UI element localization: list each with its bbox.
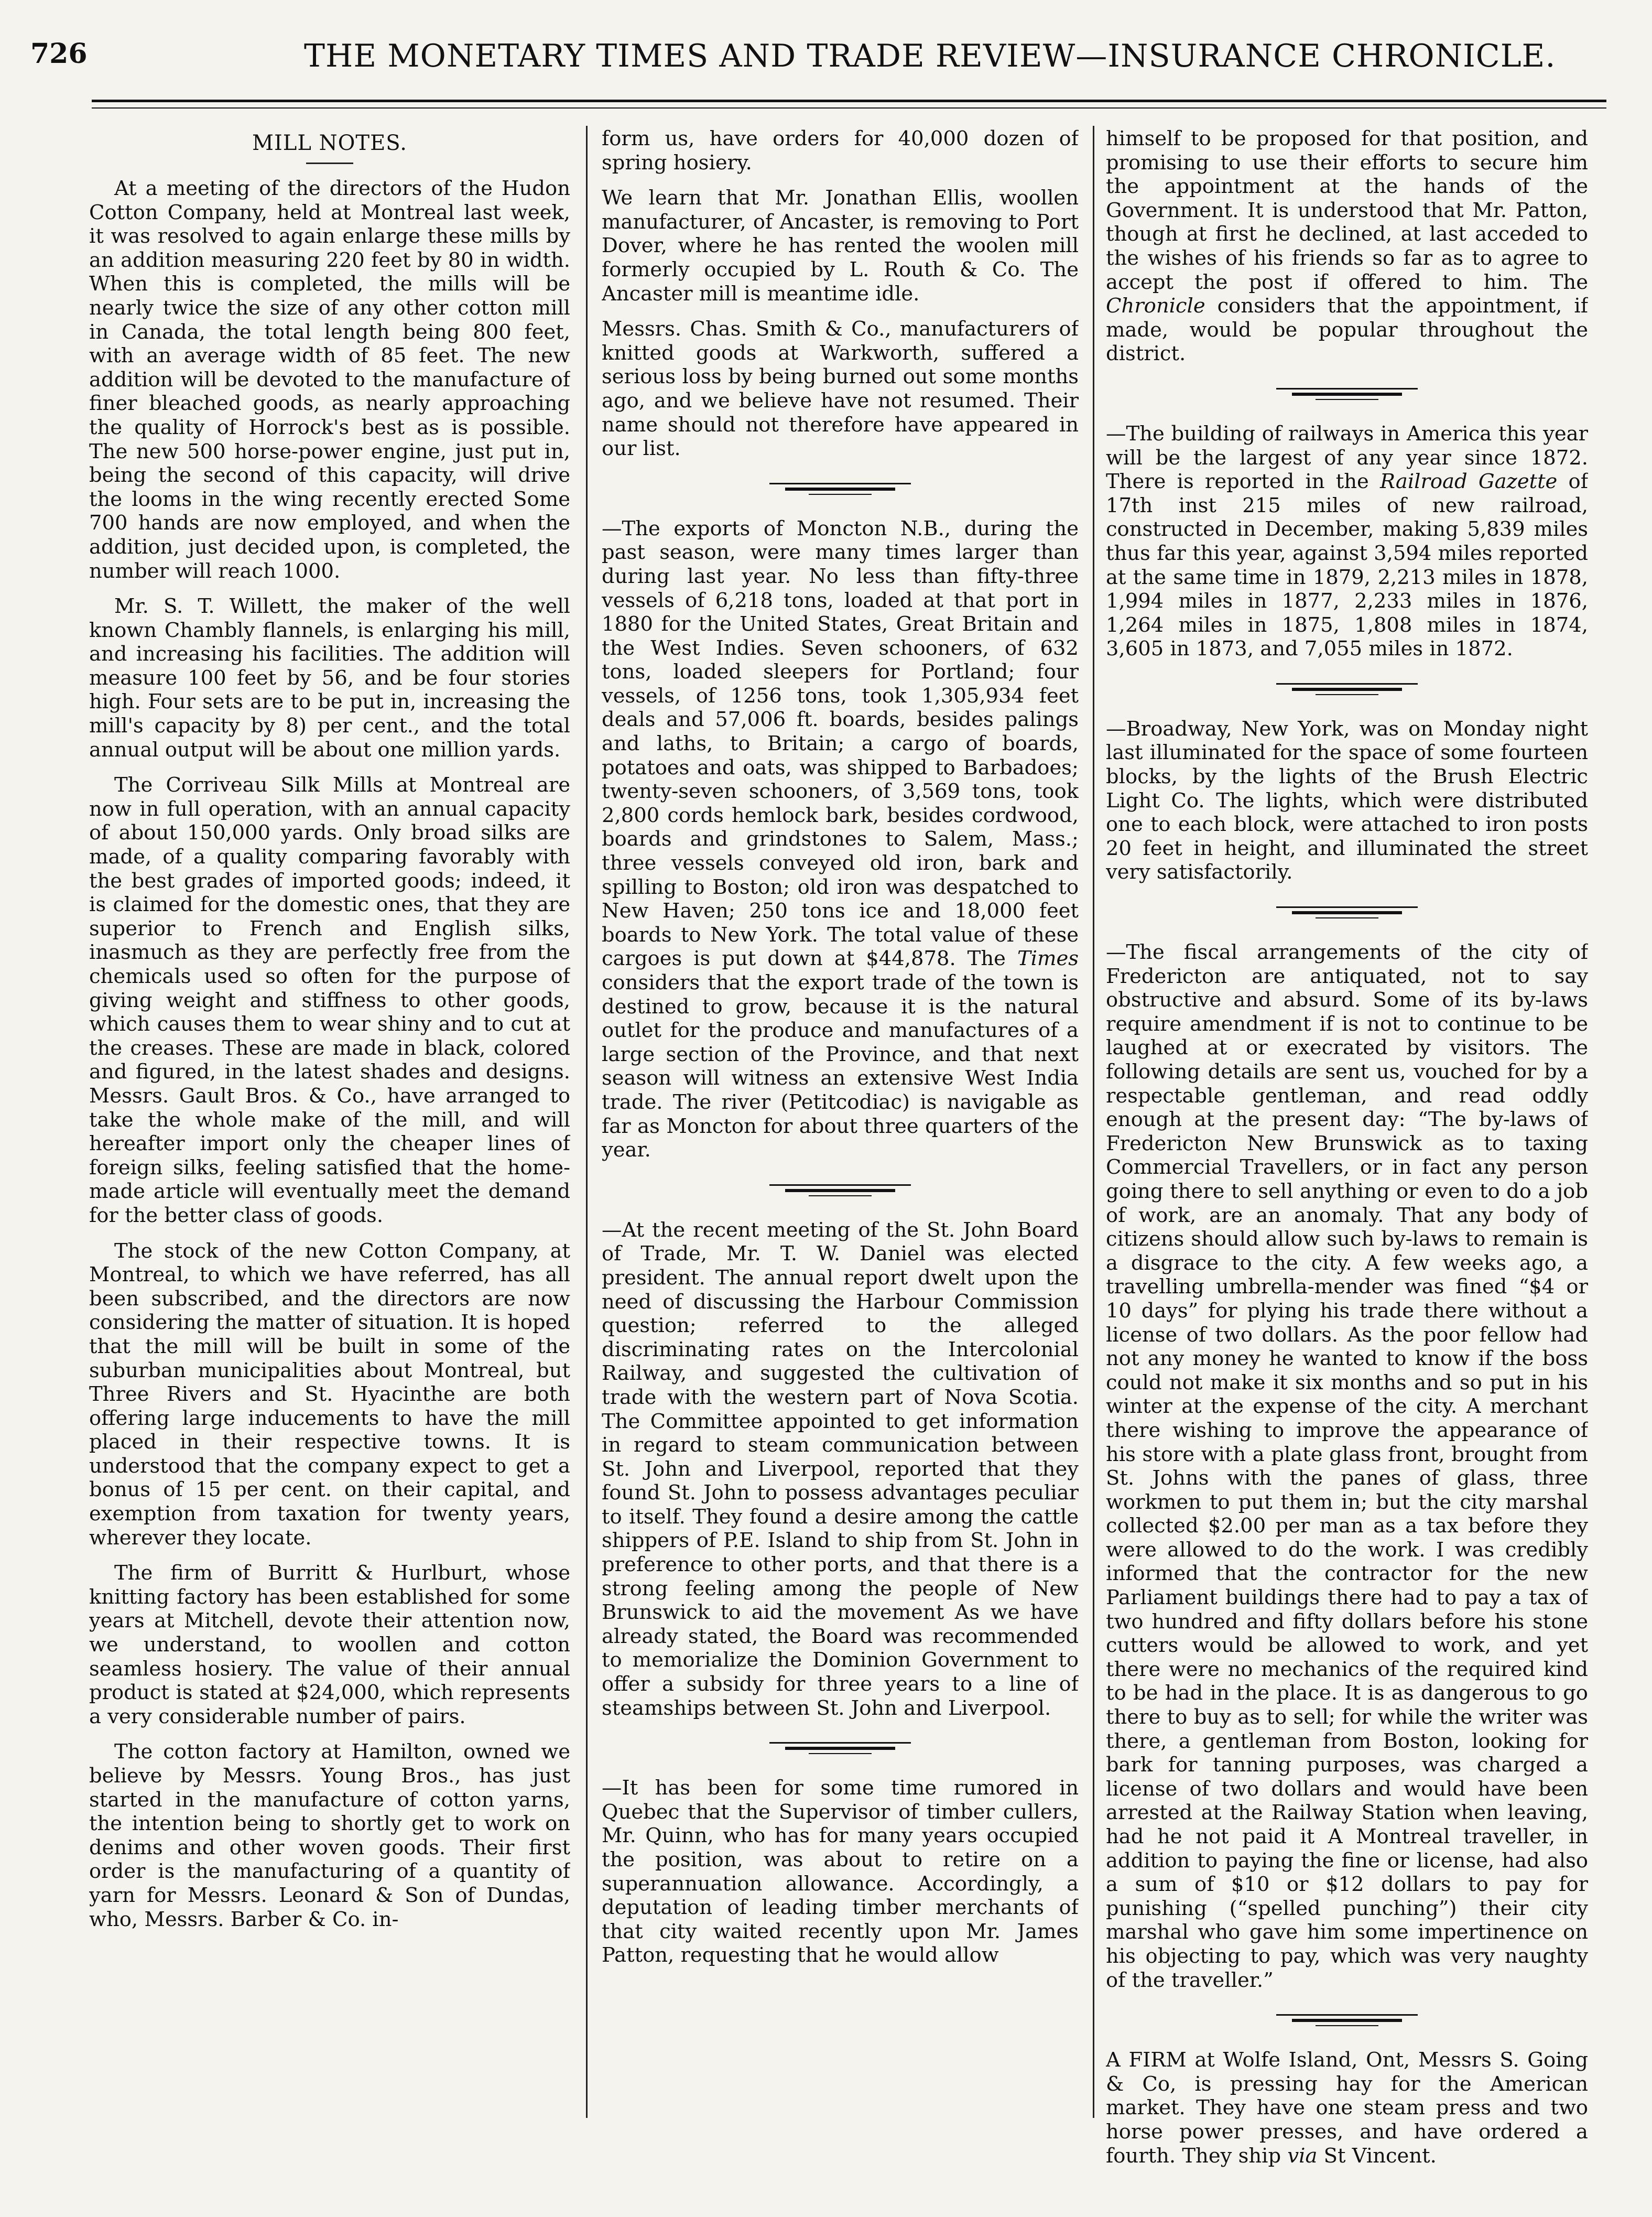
paragraph: —Broadway, New York, was on Monday night last illuminated for the space of some fourteen blocks, by the lights of the Brush Electric Light Co. The lights, which were distributed one to each block, were attached to iron posts 20 feet in height, and illuminated the street very satisfactorily. — [1106, 717, 1588, 884]
italic-text: Railroad Gazette — [1380, 470, 1558, 494]
paragraph: The Corriveau Silk Mills at Montreal are now in full operation, with an annual capacity of about 150,000 yards. Only broad silks are made, of a quality comparing favorably with the best grades of imported goods; indeed, it is claimed for the domestic ones, that they are superior to French and English silks, inasmuch as they are perfectly free from the chemicals used so often for the purpose of giving weight and stiffness to other goods, which causes them to wear shiny and to cut at the creases. These are made in black, colored and figured, in the latest shades and designs. Messrs. Gault Bros. & Co., have arranged to take the whole make of the mill, and will hereafter import only the cheaper lines of foreign silks, feeling satisfied that the home-made article will eventually meet the demand for the better class of goods. — [89, 773, 570, 1227]
text-run: himself to be proposed for that position, and promising to use their efforts to secure him the appointment at the hands of the Government. It is understood that Mr. Patton, though at first he declined, at last acceded to the wishes of his friends so far as to agree to accept the post if offered to him. The — [1106, 127, 1588, 294]
paragraph — [602, 517, 1079, 1162]
paragraph: —The fiscal arrangements of the city of Fredericton are antiquated, not to say obstructive and absurd. Some of its by-laws require amendment if is not to continue to be laughed at or execrated by visitors. The following details are sent us, vouched for by a respectable gentleman, and read oddly enough at the present day: “The by-laws of Fredericton New Brunswick as to taxing Commercial Travellers, or in fact any person going there to sell anything or even to do a job of work, are an anomaly. That any body of citizens should allow such by-laws to remain is a disgrace to the city. A few weeks ago, a travelling umbrella-mender was fined “$4 or 10 days” for plying his trade there without a license of two dollars. As the poor fellow had not any money he wanted to know if the boss could not make it six months and so put in his winter at the expense of the city. A merchant there wishing to improve the appearance of his store with a plate glass front, brought from St. Johns with the panes of glass, three workmen to put them in; but the city marshal collected $2.00 per man as a tax before they were allowed to do the work. I was credibly informed that the contractor for the new Parliament buildings there had to pay a tax of two hundred and fifty dollars before his stone cutters would be allowed to work, and yet there were no mechanics of the required kind to be had in the place. It is as dangerous to go there to buy as to sell; for while the writer was there, a gentleman from Boston, looking for bark for tanning purposes, was charged a license of two dollars and would have been arrested at the Railway Station when leaving, had he not paid it A Montreal traveller, in addition to paying the fine or license, had also a sum of $10 or $12 dollars to pay for punishing (“spelled punching”) their city marshal who gave him some impertinence on his objecting to pay, which was very naughty of the traveller.” — [1106, 940, 1588, 1992]
column-divider-1 — [586, 126, 588, 2118]
text-run: —The exports of Moncton N.B., during the past season, were many times larger than during last year. No less than fifty-three vessels of 6,218 tons, loaded at that port in 1880 for the United States, Great Britain and the West Indies. Seven schooners, of 632 tons, loaded sleepers for Portland; four vessels, of 1256 tons, took 1,305,934 feet deals and 57,006 ft. boards, besides palings and laths, to Britain; a cargo of boards, potatoes and oats, was shipped to Barbadoes; twenty-seven schooners, of 3,569 tons, took 2,800 cords hemlock bark, besides cordwood, boards and grindstones to Salem, Mass.; three vessels conveyed old iron, bark and spilling to Boston; old iron was despatched to New Haven; 250 tons ice and 18,000 feet boards to New York. The total value of these cargoes is put down at $44,878. The — [602, 516, 1079, 971]
italic-text: via — [1287, 2144, 1318, 2168]
paragraph: Mr. S. T. Willett, the maker of the well known Chambly flannels, is enlarging his mill, and increasing his facilities. The addition will measure 100 feet by 56, and be four stories high. Four sets are to be put in, increasing the mill's capacity by 8) per cent., and the total annual output will be about one million yards. — [89, 594, 570, 762]
text-run: St Vincent. — [1323, 2144, 1437, 2168]
lead-in: A FIRM — [1106, 2048, 1187, 2072]
text-run: considers that the export trade of the town is destined to grow, because it is the natural outlet for the produce and manufactures of a large section of the Province, and that next season will witness an extensive West India trade. The river (Petitcodiac) is navigable as far as Moncton for about three quarters of the year. — [602, 971, 1079, 1162]
paragraph: The firm of Burritt & Hurlburt, whose knitting factory has been established for some years at Mitchell, devote their attention now, we understand, to woollen and cotton seamless hosiery. The value of their annual product is stated at $24,000, which represents a very considerable number of pairs. — [89, 1561, 570, 1728]
section-separator — [1276, 683, 1418, 695]
paragraph: The cotton factory at Hamilton, owned we believe by Messrs. Young Bros., has just started in the manufacture of cotton yarns, the intention being to shortly get to work on denims and other woven goods. Their first order is the manufacturing of a quantity of yarn for Messrs. Leonard & Son of Dundas, who, Messrs. Barber & Co. in- — [89, 1740, 570, 1931]
paragraph: Messrs. Chas. Smith & Co., manufacturers of knitted goods at Warkworth, suffered a serious loss by being burned out some months ago, and we believe have not resumed. Their name should not therefore have appeared in our list. — [602, 317, 1079, 461]
text-run: of 17th inst 215 miles of new railroad, constructed in December, making 5,839 miles thus far this year, against 3,594 miles reported at the same time in 1879, 2,213 miles in 1878, 1,994 miles in 1877, 2,233 miles in 1876, 1,264 miles in 1875, 1,808 miles in 1874, 3,605 in 1873, and 7,055 miles in 1872. — [1106, 470, 1588, 661]
paragraph: The stock of the new Cotton Company, at Montreal, to which we have referred, has all been subscribed, and the directors are now considering the matter of situation. It is hoped that the mill will be built in some of the suburban municipalities about Montreal, but Three Rivers and St. Hyacinthe are both offering large inducements to have the mill placed in their respective towns. It is understood that the company expect to get a bonus of 15 per cent. on their capital, and exemption from taxation for twenty years, wherever they locate. — [89, 1239, 570, 1550]
italic-text: Times — [1017, 947, 1079, 971]
paragraph: —At the recent meeting of the St. John Board of Trade, Mr. T. W. Daniel was elected president. The annual report dwelt upon the need of discussing the Harbour Commission question; referred to the alleged discriminating rates on the Intercolonial Railway, and suggested the cultivation of trade with the western part of Nova Scotia. The Committee appointed to get information in regard to steam communication between St. John and Liverpool, reported that they found St. John to possess advantages peculiar to itself. They found a desire among the cattle shippers of P.E. Island to ship from St. John in preference to other ports, and that there is a strong feeling among the people of New Brunswick to aid the movement As we have already stated, the Board was recommended to memorialize the Dominion Government to offer a subsidy for three years to a line of steamships between St. John and Liverpool. — [602, 1218, 1079, 1720]
paragraph — [1106, 2048, 1588, 2168]
section-heading: MILL NOTES. — [252, 131, 407, 155]
heading-rule — [306, 163, 353, 164]
section-separator — [1276, 2014, 1418, 2026]
section-separator — [769, 1184, 911, 1196]
section-separator — [1276, 906, 1418, 918]
paragraph: We learn that Mr. Jonathan Ellis, woollen manufacturer, of Ancaster, is removing to Port Dover, where he has rented the woolen mill formerly occupied by L. Routh & Co. The Ancaster mill is meantime idle. — [602, 186, 1079, 306]
paragraph: At a meeting of the directors of the Hudon Cotton Company, held at Montreal last week, it was resolved to again enlarge these mills by an addition measuring 220 feet by 80 in width. When this is completed, the mills will be nearly twice the size of any other cotton mill in Canada, the total length being 800 feet, with an average width of 85 feet. The new addition will be devoted to the manufacture of finer bleached goods, as nearly approaching the quality of Horrock's best as is possible. The new 500 horse-power engine, just put in, being the second of this capacity, will drive the looms in the wing recently erected Some 700 hands are now employed, and when the addition, just decided upon, is completed, the number will reach 1000. — [89, 177, 570, 583]
column-1 — [89, 127, 570, 1943]
header-rule-thin — [92, 107, 1606, 109]
section-separator — [1276, 388, 1418, 400]
section-separator — [769, 483, 911, 495]
header-rule-thick — [92, 100, 1606, 102]
text-run: considers that the appointment, if made, would be popular throughout the district. — [1106, 294, 1588, 366]
column-2 — [602, 127, 1079, 1979]
section-separator — [769, 1742, 911, 1754]
page-title: THE MONETARY TIMES AND TRADE REVIEW—INSURANCE CHRONICLE. — [304, 38, 1556, 74]
paragraph — [1106, 422, 1588, 661]
text-run: at Wolfe Island, Ont, Messrs S. Going & Co, is pressing hay for the American market. They have one steam press and two horse power presses, and have ordered a fourth. They ship — [1106, 2048, 1588, 2168]
paragraph — [1106, 127, 1588, 366]
paragraph: form us, have orders for 40,000 dozen of spring hosiery. — [602, 127, 1079, 175]
text-run: —The building of railways in America this year will be the largest of any year since 1872. There is reported in the — [1106, 421, 1588, 494]
paragraph: —It has been for some time rumored in Quebec that the Supervisor of timber cullers, Mr. Quinn, who has for many years occupied the position, was about to retire on a superannuation allowance. Accordingly, a deputation of leading timber merchants of that city waited recently upon Mr. James Patton, requesting that he would allow — [602, 1776, 1079, 1967]
page-number: 726 — [30, 38, 88, 70]
column-divider-2 — [1093, 126, 1094, 2118]
column-3 — [1106, 127, 1588, 2179]
italic-text: Chronicle — [1106, 294, 1205, 318]
